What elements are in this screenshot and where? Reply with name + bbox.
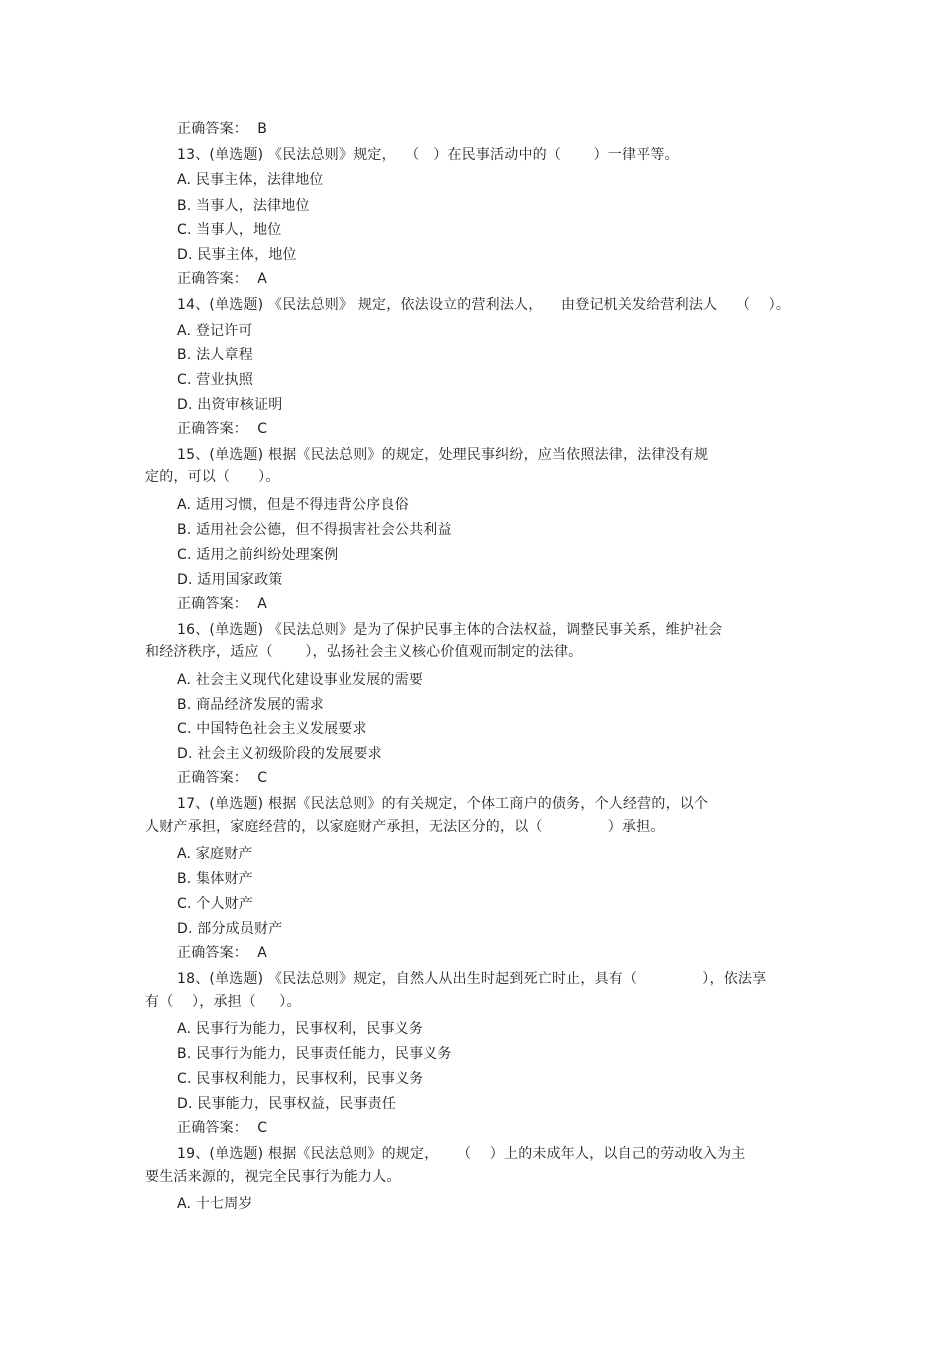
option-b: B. 民事行为能力，民事责任能力，民事义务 — [177, 1046, 452, 1062]
option-c: C. 民事权利能力，民事权利，民事义务 — [177, 1071, 424, 1087]
answer-line: 正确答案： A — [177, 945, 268, 961]
question-stem-cont: 有（ ），承担（ ）。 — [145, 994, 301, 1010]
question-stem: 15、(单选题) 根据《民法总则》的规定，处理民事纠纷，应当依照法律，法律没有规 — [177, 447, 709, 463]
option-a: A. 社会主义现代化建设事业发展的需要 — [177, 672, 424, 688]
option-b: B. 当事人，法律地位 — [177, 198, 310, 214]
option-c: C. 当事人，地位 — [177, 222, 282, 238]
option-b: B. 集体财产 — [177, 871, 253, 887]
answer-line: 正确答案： A — [177, 271, 268, 287]
option-d: D. 部分成员财产 — [177, 921, 283, 937]
question-stem: 19、(单选题) 根据《民法总则》的规定， （ ）上的未成年人，以自己的劳动收入为主 — [177, 1146, 746, 1162]
option-a: A. 家庭财产 — [177, 846, 253, 862]
option-c: C. 中国特色社会主义发展要求 — [177, 721, 367, 737]
option-d: D. 民事主体，地位 — [177, 247, 297, 263]
option-a: A. 十七周岁 — [177, 1196, 253, 1212]
question-stem: 17、(单选题) 根据《民法总则》的有关规定，个体工商户的债务，个人经营的，以个 — [177, 796, 709, 812]
question-stem: 14、(单选题) 《民法总则》 规定，依法设立的营利法人， 由登记机关发给营利法人 （ ）。 — [177, 297, 791, 313]
option-b: B. 适用社会公德，但不得损害社会公共利益 — [177, 522, 452, 538]
answer-line: 正确答案： C — [177, 421, 268, 437]
question-stem: 16、(单选题) 《民法总则》是为了保护民事主体的合法权益，调整民事关系，维护社会 — [177, 622, 723, 638]
option-c: C. 适用之前纠纷处理案例 — [177, 547, 339, 563]
answer-line: 正确答案： C — [177, 1120, 268, 1136]
option-c: C. 个人财产 — [177, 896, 254, 912]
answer-line: 正确答案： B — [177, 121, 268, 137]
option-d: D. 出资审核证明 — [177, 397, 283, 413]
question-stem-cont: 要生活来源的，视完全民事行为能力人。 — [145, 1169, 401, 1185]
option-b: B. 商品经济发展的需求 — [177, 697, 324, 713]
option-a: A. 民事主体，法律地位 — [177, 172, 324, 188]
option-c: C. 营业执照 — [177, 372, 254, 388]
option-a: A. 适用习惯，但是不得违背公序良俗 — [177, 497, 409, 513]
option-a: A. 登记许可 — [177, 323, 253, 339]
question-stem: 18、(单选题) 《民法总则》规定，自然人从出生时起到死亡时止，具有（ ），依法享 — [177, 971, 767, 987]
option-d: D. 社会主义初级阶段的发展要求 — [177, 746, 382, 762]
question-stem-cont: 和经济秩序，适应（ ），弘扬社会主义核心价值观而制定的法律。 — [145, 644, 583, 660]
option-a: A. 民事行为能力，民事权利，民事义务 — [177, 1021, 424, 1037]
option-d: D. 民事能力，民事权益，民事责任 — [177, 1096, 397, 1112]
answer-line: 正确答案： C — [177, 770, 268, 786]
question-stem-cont: 人财产承担，家庭经营的，以家庭财产承担，无法区分的，以（ ）承担。 — [145, 819, 665, 835]
question-stem: 13、(单选题) 《民法总则》规定， （ ）在民事活动中的（ ）一律平等。 — [177, 147, 679, 163]
question-stem-cont: 定的，可以（ ）。 — [145, 469, 280, 485]
option-d: D. 适用国家政策 — [177, 572, 283, 588]
option-b: B. 法人章程 — [177, 347, 253, 363]
answer-line: 正确答案： A — [177, 596, 268, 612]
